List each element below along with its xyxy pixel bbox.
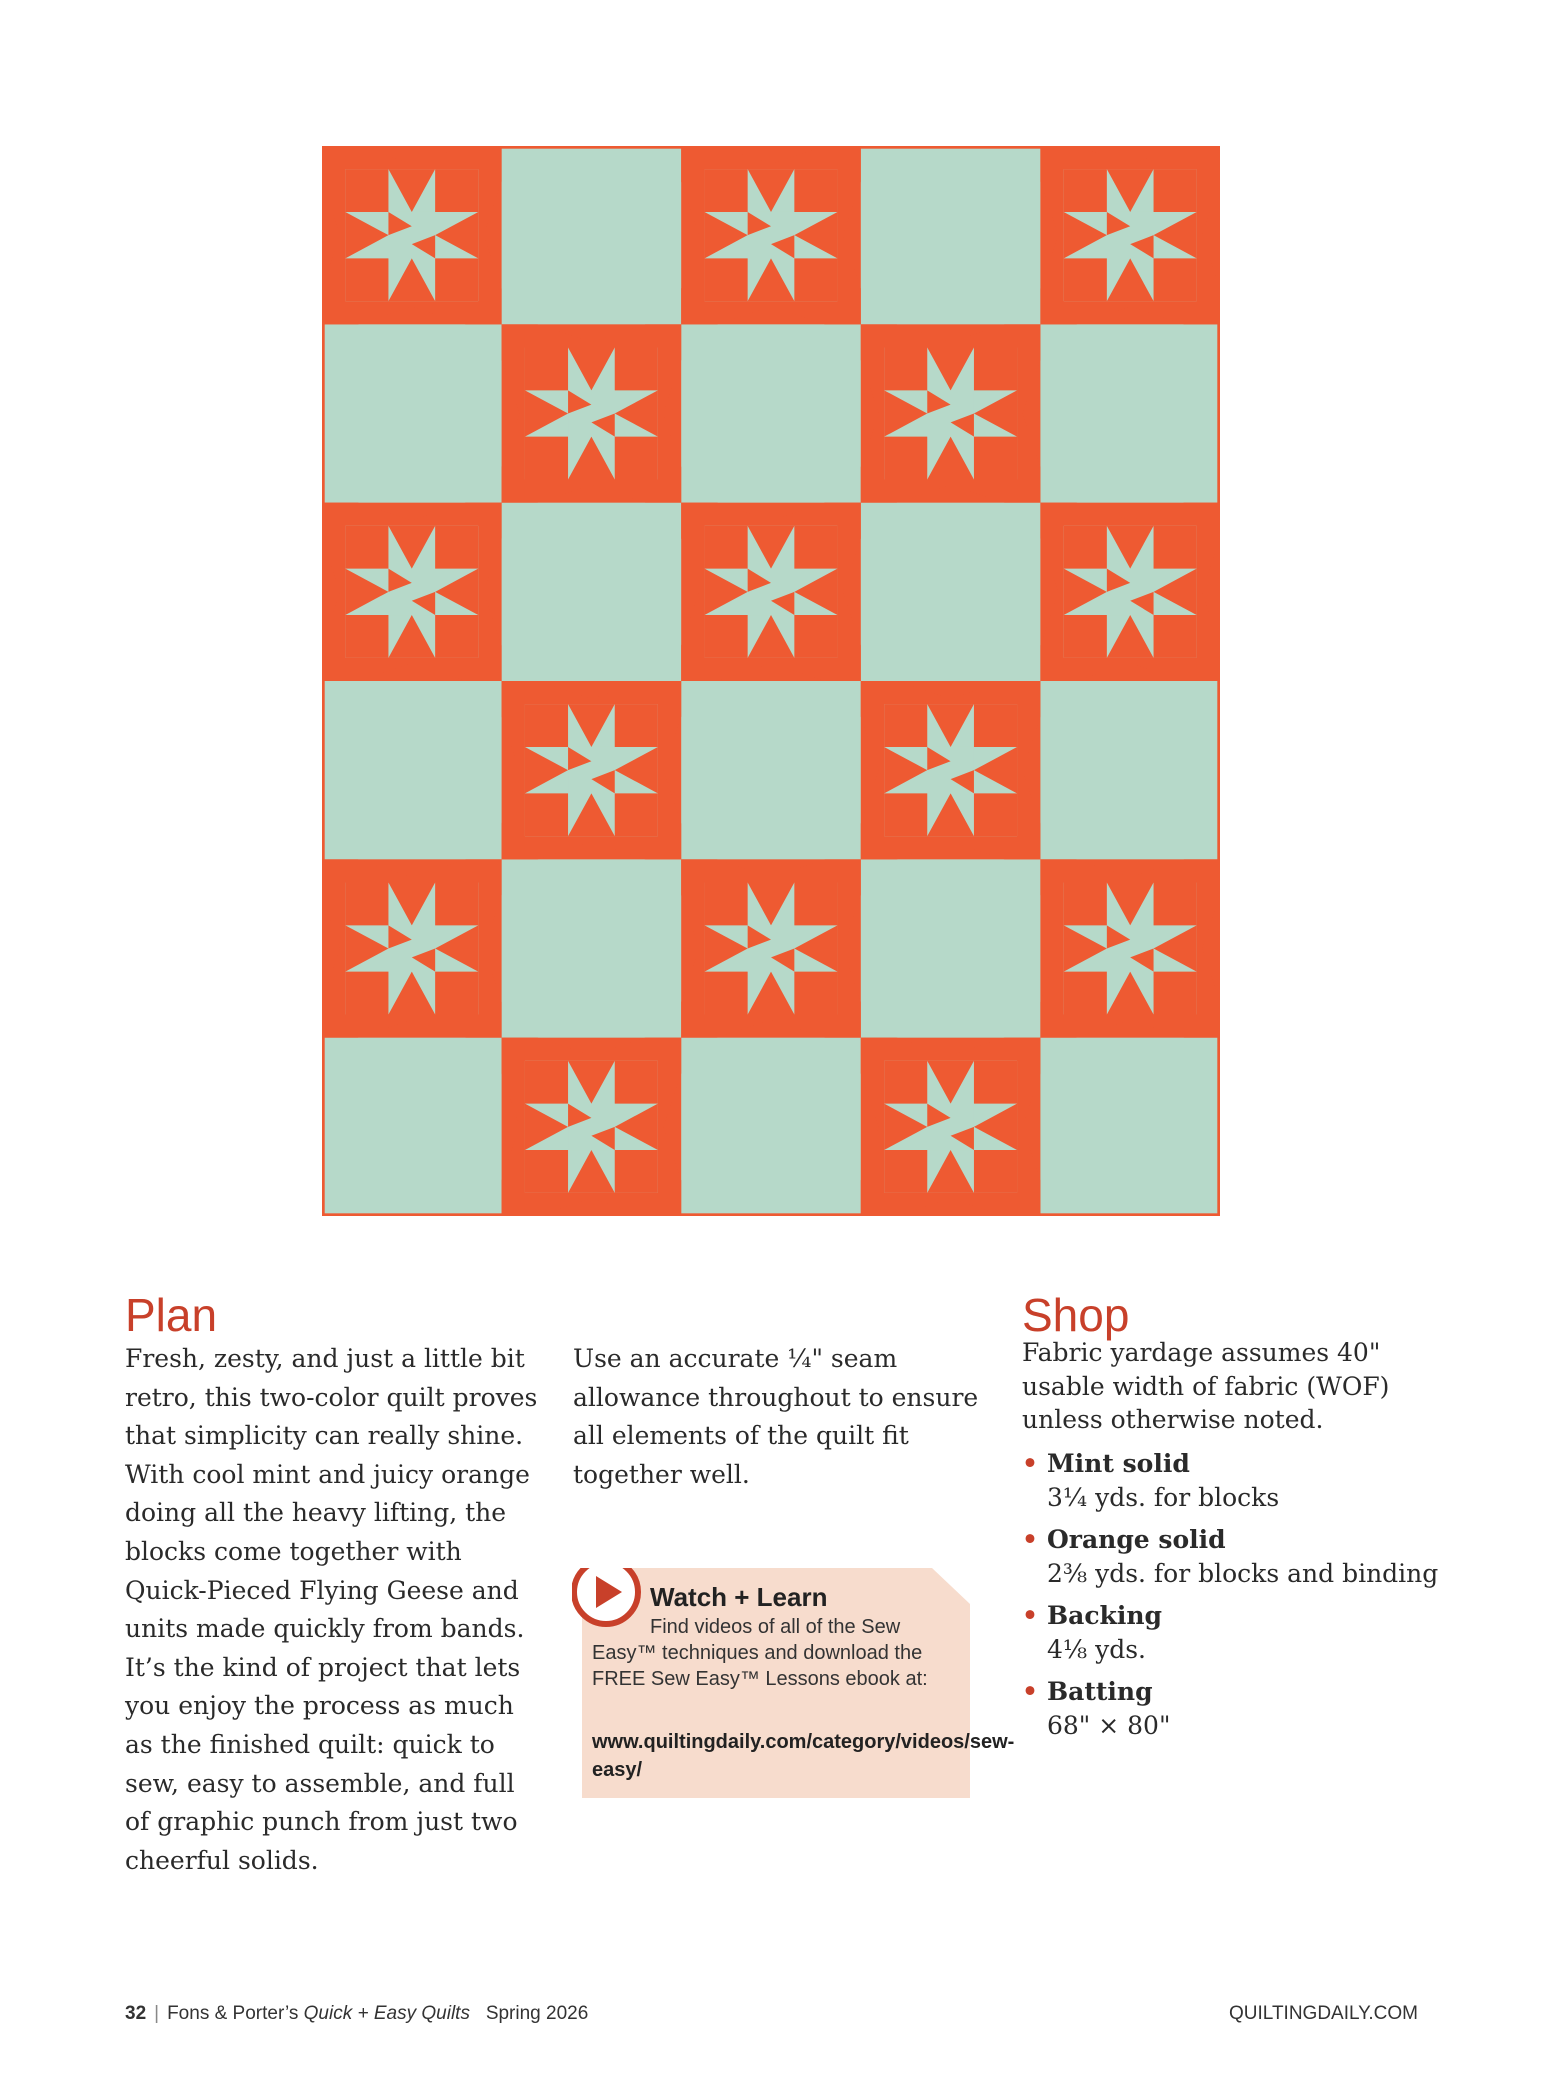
plan-paragraph: Fresh, zesty, and just a little bit retro, this two-color quilt proves that simplicity can really shine. With cool mint and juicy orange doing all the heavy lifting, the blocks come together with Quick-Pieced Flying Geese and units made quickly from bands. It’s the kind of project that lets you enjoy the process as much as the finished quilt: quick to sew, easy to assemble, and full of graphic punch from just two cheerful solids. bbox=[125, 1344, 538, 1875]
shop-item-detail: 2⅜ yds. for blocks and binding bbox=[1047, 1559, 1439, 1588]
bullet-icon: • bbox=[1022, 1525, 1038, 1554]
publication-prefix: Fons & Porter’s bbox=[167, 2003, 304, 2024]
shop-list bbox=[1022, 1447, 1462, 1751]
shop-item-detail: 68" × 80" bbox=[1047, 1711, 1171, 1740]
shop-item bbox=[1022, 1523, 1462, 1591]
shop-heading: Shop bbox=[1022, 1289, 1130, 1341]
bullet-icon: • bbox=[1022, 1601, 1038, 1630]
footer-site: QUILTINGDAILY.COM bbox=[1229, 2003, 1418, 2024]
shop-item-name: Mint solid bbox=[1047, 1449, 1190, 1478]
watch-learn-description: Find videos of all of the Sew Easy™ techniques and download the FREE Sew Easy™ Lessons ebook at: bbox=[592, 1616, 928, 1690]
quilt-photo bbox=[322, 146, 1220, 1216]
shop-item-name: Backing bbox=[1047, 1601, 1163, 1630]
issue-date: Spring 2026 bbox=[485, 2003, 589, 2024]
watch-learn-title: Watch + Learn bbox=[650, 1582, 828, 1612]
shop-item bbox=[1022, 1675, 1462, 1743]
shop-item-detail: 4⅛ yds. bbox=[1047, 1635, 1146, 1664]
watch-learn-box bbox=[572, 1568, 1015, 1798]
bullet-icon: • bbox=[1022, 1677, 1038, 1706]
shop-item-name: Batting bbox=[1047, 1677, 1153, 1706]
seam-allowance-paragraph: Use an accurate ¼" seam allowance throughout to ensure all elements of the quilt fit together well. bbox=[573, 1344, 979, 1489]
shop-item-detail: 3¼ yds. for blocks bbox=[1047, 1483, 1280, 1512]
shop-item-name: Orange solid bbox=[1047, 1525, 1226, 1554]
shop-item bbox=[1022, 1599, 1462, 1667]
shop-item bbox=[1022, 1447, 1462, 1515]
footer-separator: | bbox=[154, 2003, 160, 2024]
page-number: 32 bbox=[125, 2003, 147, 2024]
shop-intro: Fabric yardage assumes 40" usable width of fabric (WOF) unless otherwise noted. bbox=[1022, 1338, 1390, 1434]
bullet-icon: • bbox=[1022, 1449, 1038, 1478]
footer-left bbox=[125, 2003, 588, 2025]
plan-heading: Plan bbox=[125, 1289, 218, 1341]
watch-learn-link[interactable]: www.quiltingdaily.com/category/videos/sew-easy/ bbox=[592, 1731, 1015, 1781]
publication-title: Quick + Easy Quilts bbox=[303, 2003, 470, 2024]
